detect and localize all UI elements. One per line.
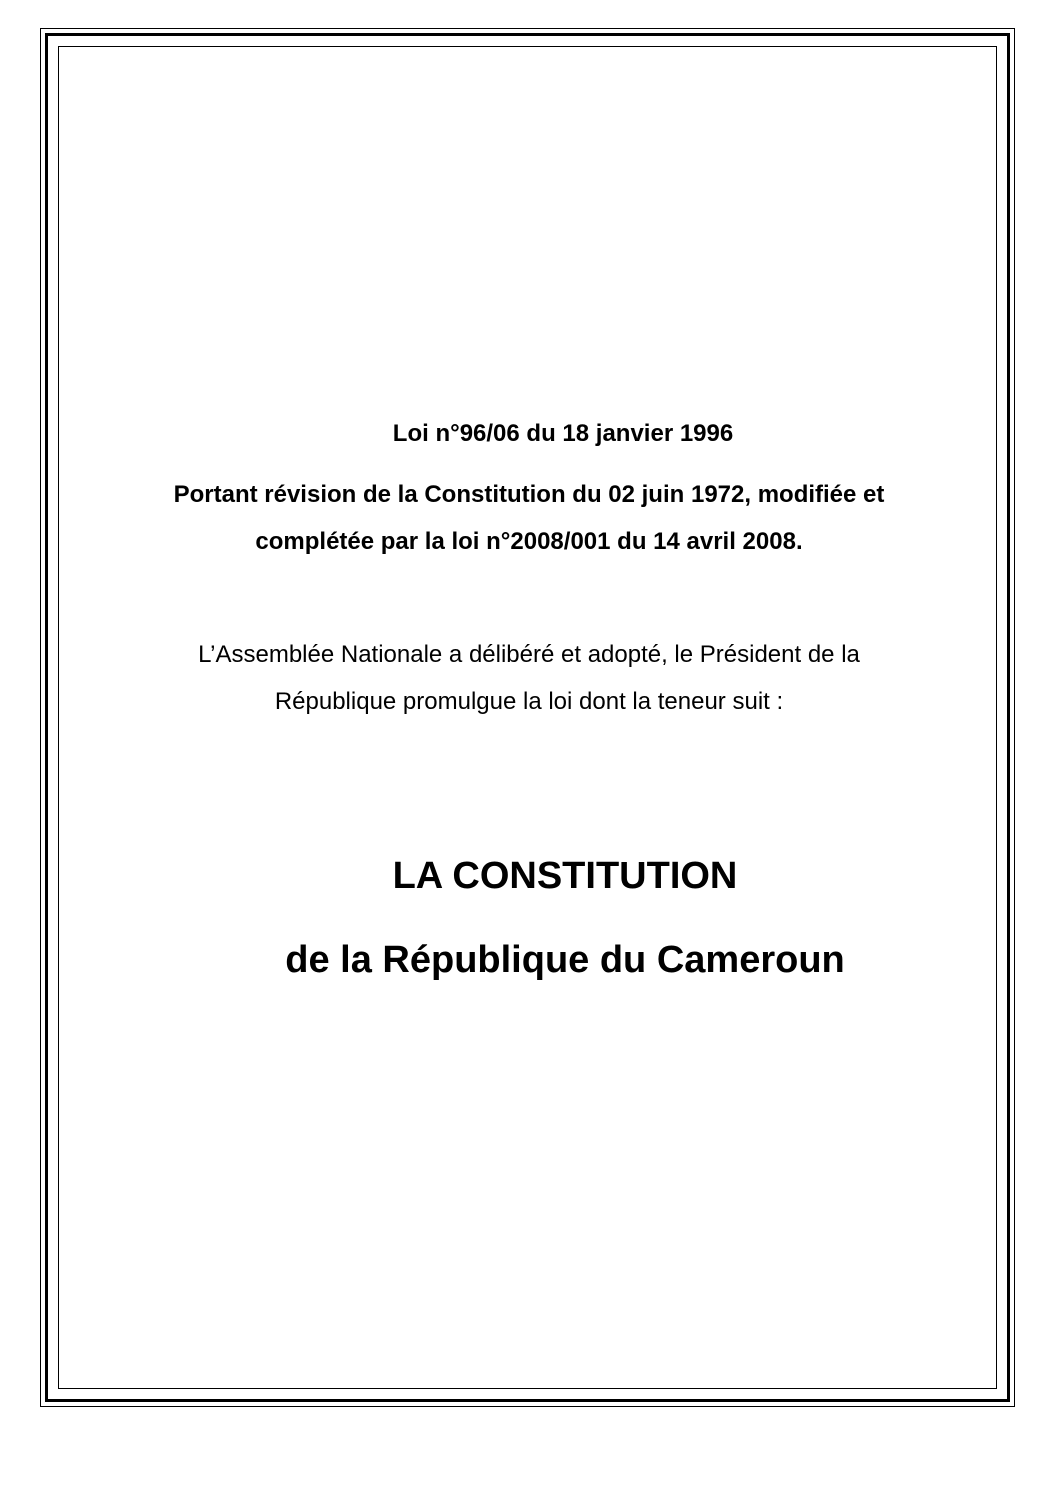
preamble-line-1: L’Assemblée Nationale a délibéré et adopté, le Président de la	[198, 641, 860, 668]
document-title-subline: de la République du Cameroun	[285, 939, 845, 981]
law-reference: Loi n°96/06 du 18 janvier 1996	[392, 420, 734, 447]
law-subtitle-line-1: Portant révision de la Constitution du 02 juin 1972, modifiée et	[173, 481, 885, 508]
page-border-outer	[40, 28, 1015, 1407]
document-title: LA CONSTITUTION	[392, 855, 738, 897]
preamble-line-2: République promulgue la loi dont la teneur suit :	[274, 688, 784, 715]
page-border-middle	[45, 33, 1010, 1402]
page-border-inner	[58, 46, 997, 1389]
law-subtitle-line-2: complétée par la loi n°2008/001 du 14 avril 2008.	[255, 528, 803, 555]
